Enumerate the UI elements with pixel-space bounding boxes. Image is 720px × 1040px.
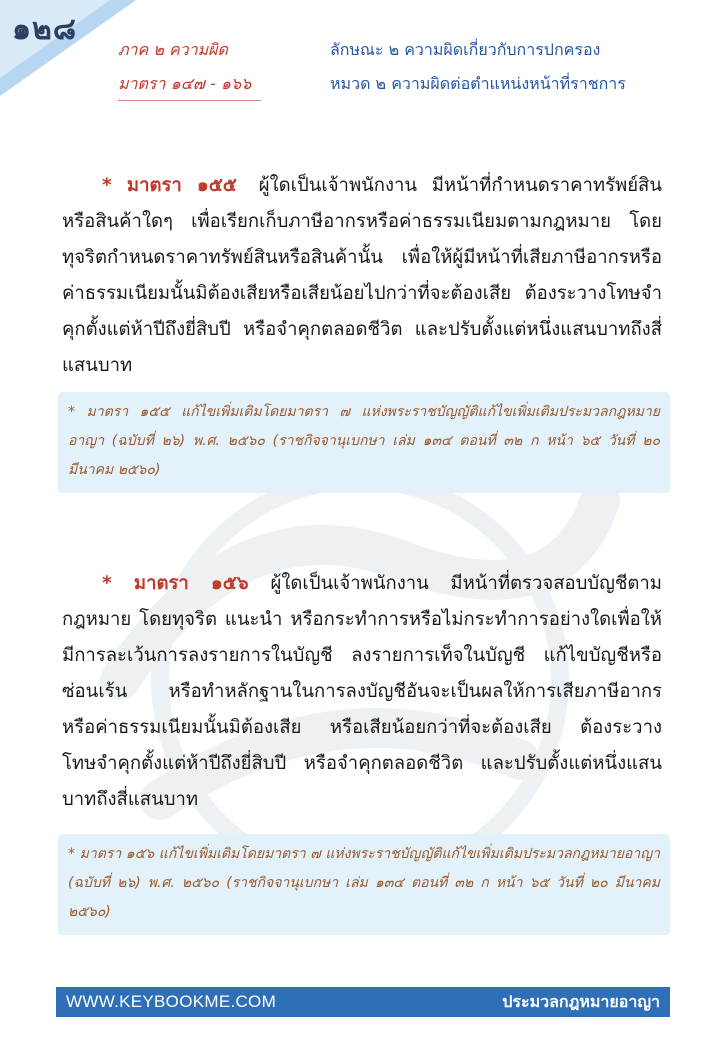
- article-text: ผู้ใดเป็นเจ้าพนักงาน มีหน้าที่ตรวจสอบบัญชีตามกฎหมาย โดยทุจริต แนะนำ หรือกระทำการหรือไม่กระทำการอย่างใดเพื่อให้มีการละเว้นการลงรายการในบัญชี ลงรายการเท็จในบัญชี แก้ไขบัญชีหรือซ่อนเร้น หรือทำหลักฐานในการลงบัญชีอันจะเป็นผลให้การเสียภาษีอากร หรือค่าธรรมเนียมนั้นมิต้องเสีย หรือเสียน้อยกว่าที่จะต้องเสีย ต้องระวางโทษจำคุกตั้งแต่ห้าปีถึงยี่สิบปี หรือจำคุกตลอดชีวิต และปรับตั้งแต่หนึ่งแสนบาทถึงสี่แสนบาท: [62, 573, 663, 810]
- header-underline: [118, 100, 261, 101]
- header-title: ลักษณะ ๒ ความผิดเกี่ยวกับการปกครอง: [330, 40, 601, 59]
- footer-bar: [56, 987, 670, 1017]
- header-sections: [118, 72, 251, 97]
- article-label: * มาตรา ๑๕๕: [102, 175, 237, 196]
- header-sections-text: มาตรา ๑๔๗ - ๑๖๖: [118, 74, 252, 93]
- header-part: ภาค ๒ ความผิด: [118, 40, 228, 59]
- article-155: [62, 168, 662, 384]
- header-chapter: หมวด ๒ ความผิดต่อตำแหน่งหน้าที่ราชการ: [330, 74, 626, 93]
- article-156-note: * มาตรา ๑๕๖ แก้ไขเพิ่มเติมโดยมาตรา ๗ แห่งพระราชบัญญัติแก้ไขเพิ่มเติมประมวลกฎหมายอาญา (ฉบับที่ ๒๖) พ.ศ. ๒๕๖๐ (ราชกิจจานุเบกษา เล่ม ๑๓๔ ตอนที่ ๓๒ ก หน้า ๖๕ วันที่ ๒๐ มีนาคม ๒๕๖๐): [58, 834, 670, 935]
- article-155-note: * มาตรา ๑๕๕ แก้ไขเพิ่มเติมโดยมาตรา ๗ แห่งพระราชบัญญัติแก้ไขเพิ่มเติมประมวลกฎหมายอาญา (ฉบับที่ ๒๖) พ.ศ. ๒๕๖๐ (ราชกิจจานุเบกษา เล่ม ๑๓๔ ตอนที่ ๓๒ ก หน้า ๖๕ วันที่ ๒๐ มีนาคม ๒๕๖๐): [58, 392, 670, 493]
- page-number: ๑๒๘: [12, 12, 77, 47]
- article-label: * มาตรา ๑๕๖: [102, 573, 249, 594]
- article-text: ผู้ใดเป็นเจ้าพนักงาน มีหน้าที่กำหนดราคาทรัพย์สินหรือสินค้าใดๆ เพื่อเรียกเก็บภาษีอากรหรือค่าธรรมเนียมตามกฎหมาย โดยทุจริตกำหนดราคาทรัพย์สินหรือสินค้านั้น เพื่อให้ผู้มีหน้าที่เสียภาษีอากรหรือค่าธรรมเนียมนั้นมิต้องเสียหรือเสียน้อยไปกว่าที่จะต้องเสีย ต้องระวางโทษจำคุกตั้งแต่ห้าปีถึงยี่สิบปี หรือจำคุกตลอดชีวิต และปรับตั้งแต่หนึ่งแสนบาทถึงสี่แสนบาท: [62, 175, 662, 376]
- footer-book-title: ประมวลกฎหมายอาญา: [502, 991, 660, 1011]
- footer-website-link[interactable]: WWW.KEYBOOKME.COM: [66, 992, 277, 1011]
- article-156: [62, 566, 662, 818]
